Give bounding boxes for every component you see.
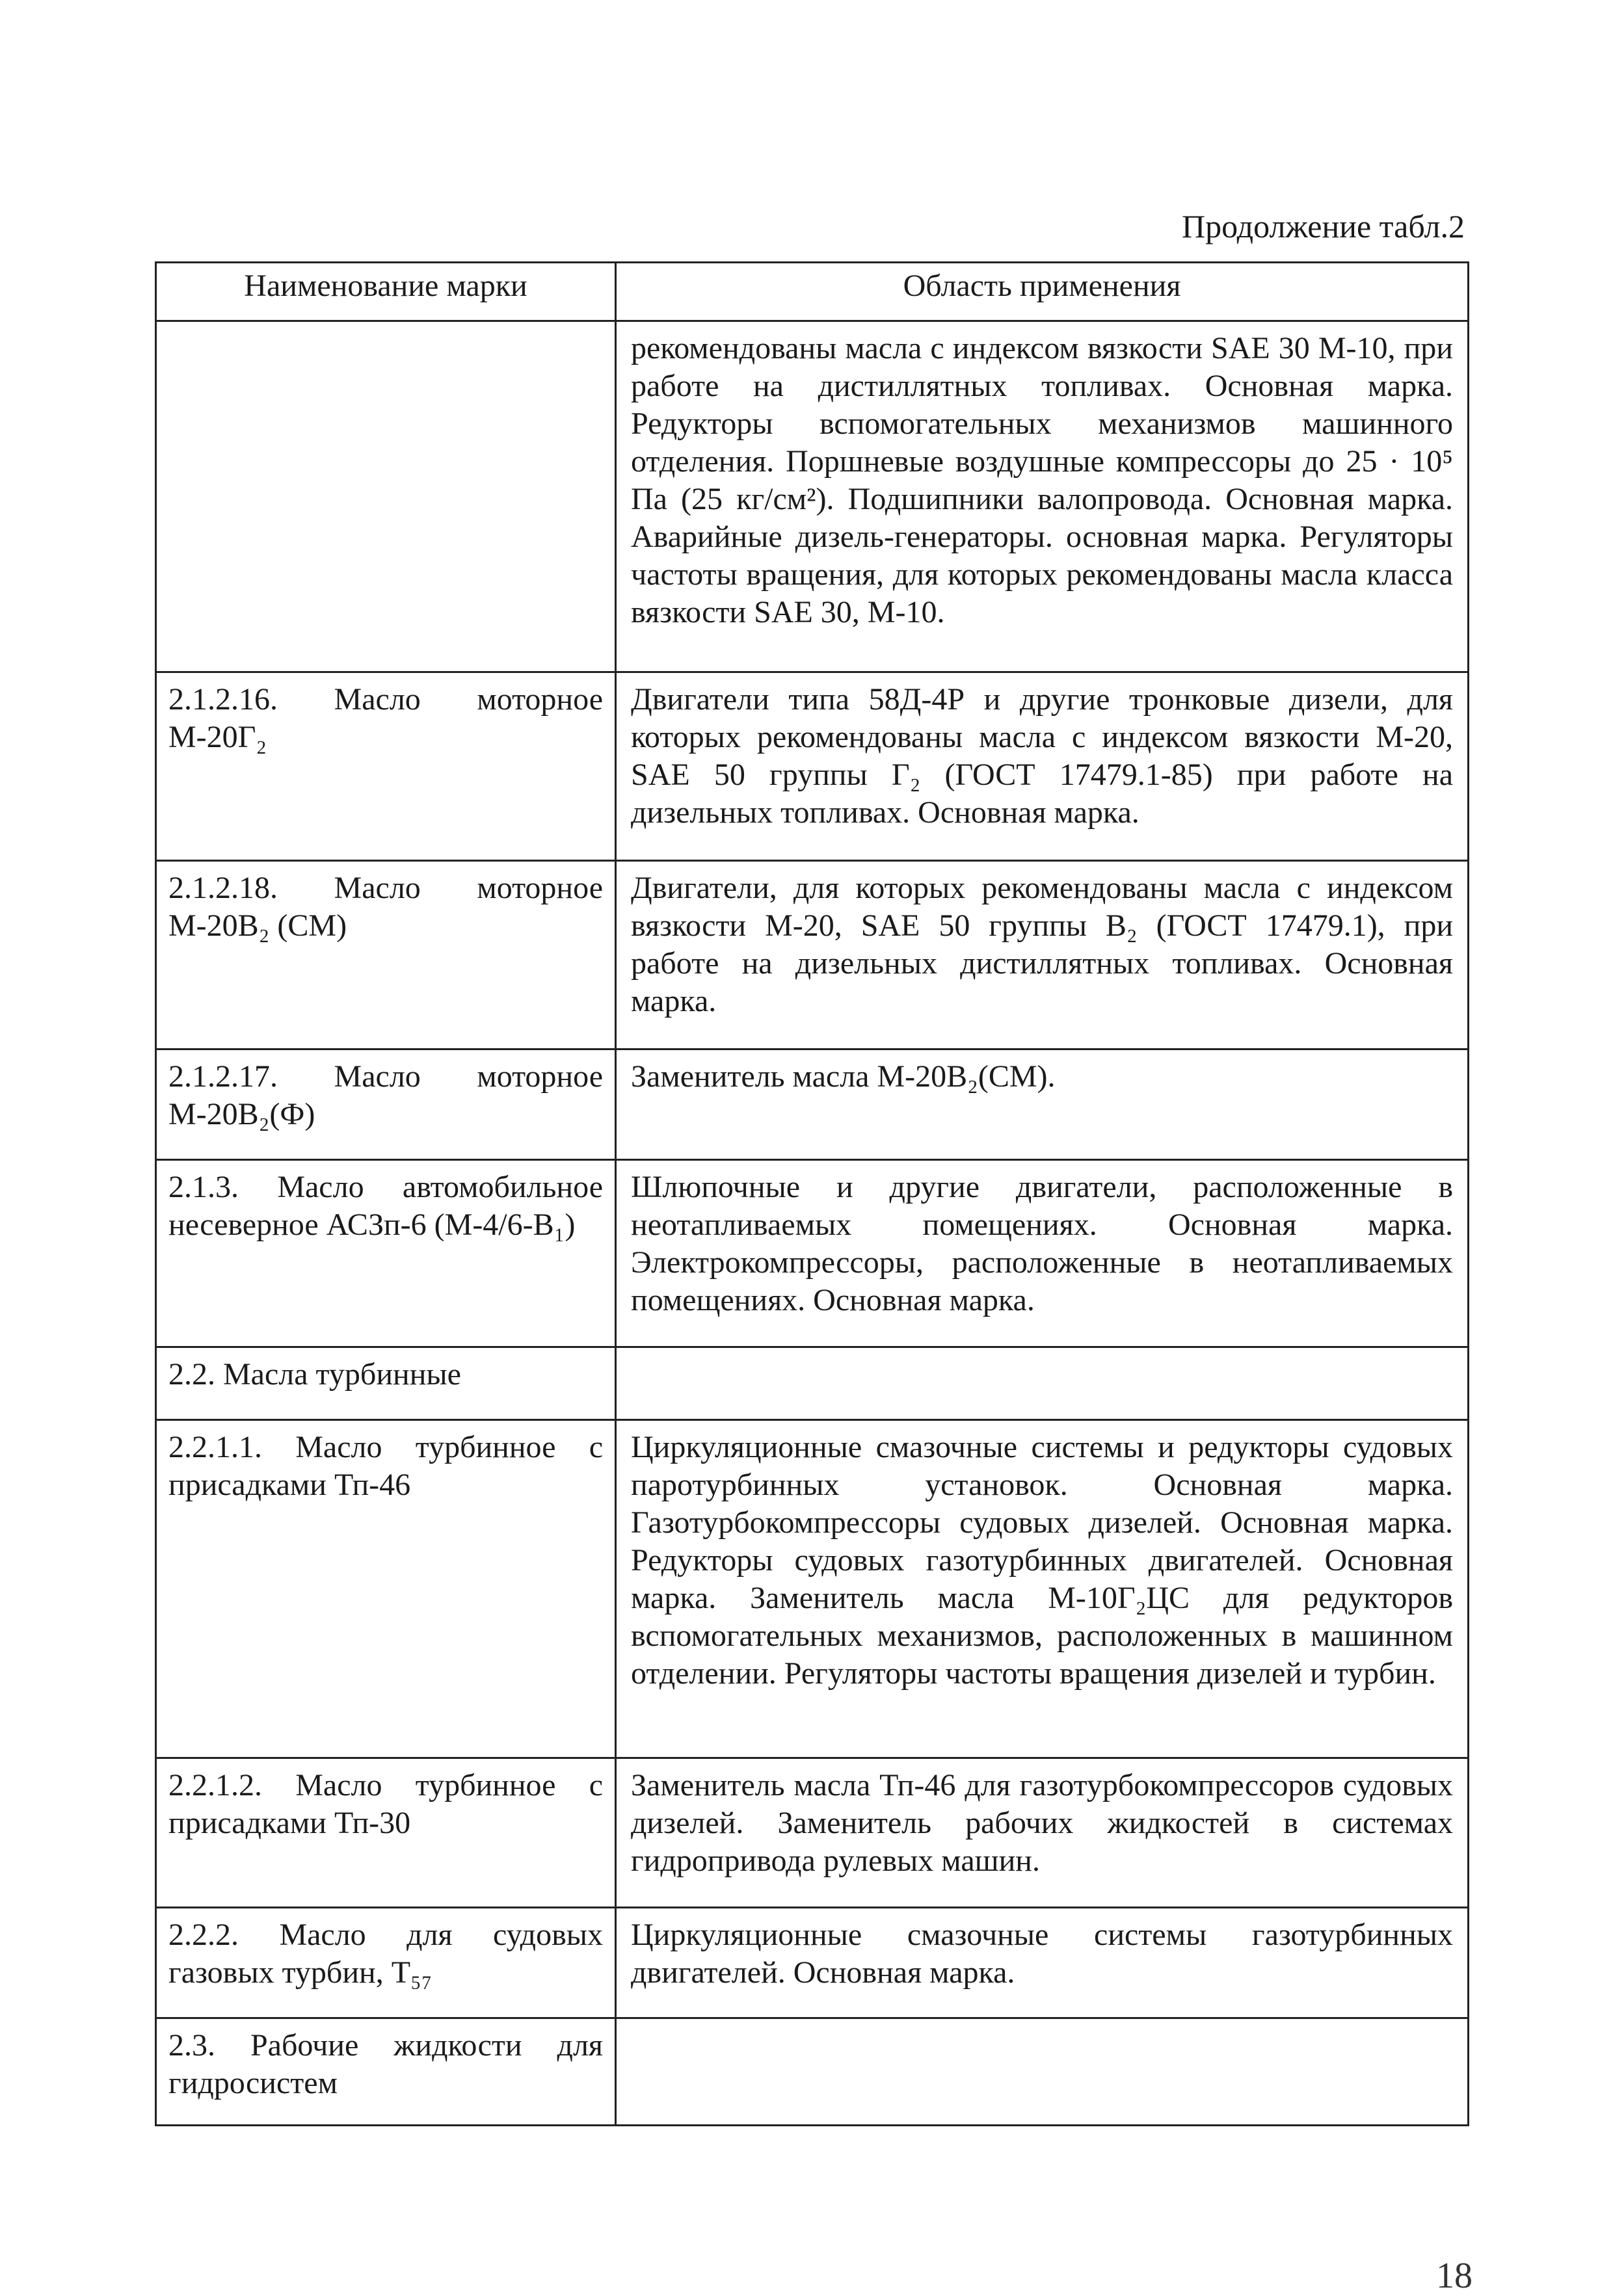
table-header-row bbox=[156, 263, 1469, 321]
application-cell: Заменитель масла Тп-46 для газотурбокомпрессоров судовых дизелей. Заменитель рабочих жидкостей в системах гидропривода рулевых машин. bbox=[616, 1758, 1469, 1908]
application-cell: Шлюпочные и другие двигатели, расположенные в неотапливаемых помещениях. Основная марка. Электрокомпрессоры, расположенные в неотапливаемых помещениях. Основная марка. bbox=[616, 1160, 1469, 1347]
application-cell bbox=[616, 2018, 1469, 2126]
table-row bbox=[156, 1908, 1469, 2018]
table-row bbox=[156, 1420, 1469, 1758]
table-row bbox=[156, 1160, 1469, 1347]
header-application: Область применения bbox=[616, 263, 1469, 321]
application-cell bbox=[616, 1347, 1469, 1420]
oil-grades-table bbox=[155, 261, 1469, 2126]
grade-name-cell: 2.3. Рабочие жидкости для гидросистем bbox=[156, 2018, 616, 2126]
grade-name-cell: 2.2. Масла турбинные bbox=[156, 1347, 616, 1420]
grade-name-cell: 2.1.2.18. Масло моторное М-20В₂ (СМ) bbox=[156, 861, 616, 1049]
grade-name-cell bbox=[156, 321, 616, 672]
table-row bbox=[156, 2018, 1469, 2126]
table-row bbox=[156, 861, 1469, 1049]
grade-name-cell: 2.2.1.1. Масло турбинное с присадками Тп-46 bbox=[156, 1420, 616, 1758]
page-number: 18 bbox=[1436, 2256, 1473, 2296]
grade-name-cell: 2.1.3. Масло автомобильное несеверное АСЗп-6 (М-4/6-В₁) bbox=[156, 1160, 616, 1347]
grade-name-cell: 2.2.2. Масло для судовых газовых турбин, Т₅₇ bbox=[156, 1908, 616, 2018]
application-cell: Заменитель масла М-20В₂(СМ). bbox=[616, 1049, 1469, 1160]
application-cell: Циркуляционные смазочные системы и редукторы судовых паротурбинных установок. Основная марка. Газотурбокомпрессоры судовых дизелей. Основная марка. Редукторы судовых газотурбинных двигателей. Основная марка. Заменитель масла М-10Г₂ЦС для редукторов вспомогательных механизмов, расположенных в машинном отделении. Регуляторы частоты вращения дизелей и турбин. bbox=[616, 1420, 1469, 1758]
table-row bbox=[156, 1347, 1469, 1420]
table-row bbox=[156, 321, 1469, 672]
application-cell: рекомендованы масла с индексом вязкости SAE 30 М-10, при работе на дистиллятных топливах. Основная марка. Редукторы вспомогательных механизмов машинного отделения. Поршневые воздушные компрессоры до 25 · 10⁵ Па (25 кг/см²). Подшипники валопровода. Основная марка. Аварийные дизель-генераторы. основная марка. Регуляторы частоты вращения, для которых рекомендованы масла класса вязкости SAE 30, М-10. bbox=[616, 321, 1469, 672]
application-cell: Циркуляционные смазочные системы газотурбинных двигателей. Основная марка. bbox=[616, 1908, 1469, 2018]
application-cell: Двигатели типа 58Д-4Р и другие тронковые дизели, для которых рекомендованы масла с индексом вязкости М-20, SAE 50 группы Г₂ (ГОСТ 17479.1-85) при работе на дизельных топливах. Основная марка. bbox=[616, 672, 1469, 861]
table-row bbox=[156, 1049, 1469, 1160]
grade-name-cell: 2.1.2.16. Масло моторное М-20Г₂ bbox=[156, 672, 616, 861]
application-cell: Двигатели, для которых рекомендованы масла с индексом вязкости М-20, SAE 50 группы В₂ (ГОСТ 17479.1), при работе на дизельных дистиллятных топливах. Основная марка. bbox=[616, 861, 1469, 1049]
table-caption: Продолжение табл.2 bbox=[1182, 208, 1465, 244]
header-grade-name: Наименование марки bbox=[156, 263, 616, 321]
grade-name-cell: 2.2.1.2. Масло турбинное с присадками Тп-30 bbox=[156, 1758, 616, 1908]
grade-name-cell: 2.1.2.17. Масло моторное М-20В₂(Ф) bbox=[156, 1049, 616, 1160]
table-row bbox=[156, 672, 1469, 861]
table-row bbox=[156, 1758, 1469, 1908]
